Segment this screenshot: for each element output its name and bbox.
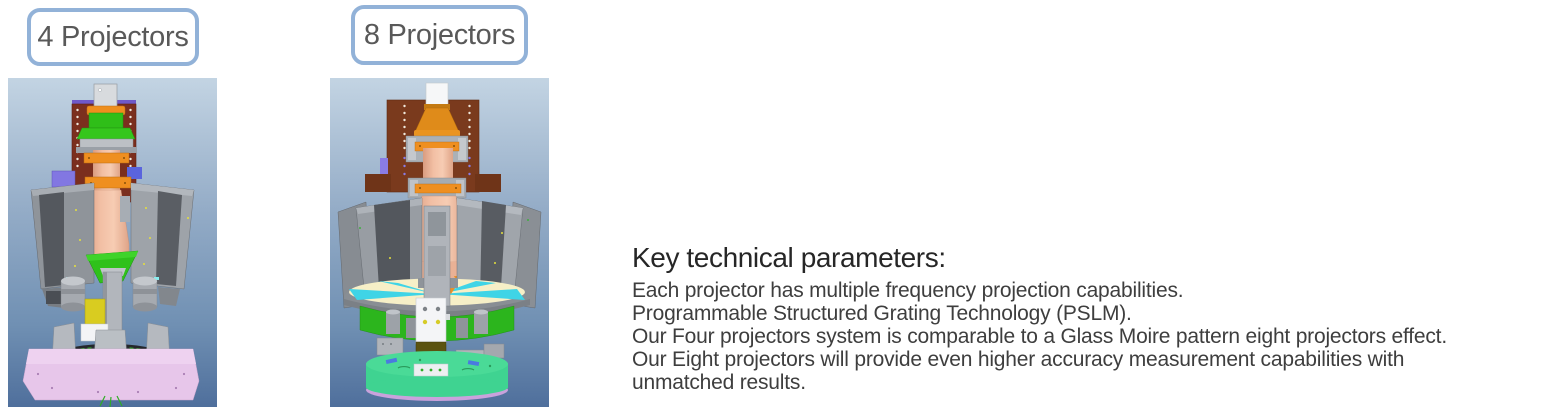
- key-parameters-heading: Key technical parameters:: [632, 242, 946, 273]
- figure-4-projector-assembly: [8, 78, 217, 407]
- pink-base-slab: [23, 349, 199, 400]
- caption-4-projectors: [27, 8, 199, 66]
- caption-8-projectors-label: 8 Projectors: [363, 18, 516, 51]
- clamp-ring-upper: [84, 153, 129, 163]
- purple-module: [52, 171, 75, 187]
- yellow-module: [85, 299, 105, 324]
- key-parameters-line: Programmable Structured Grating Technology (PSLM).: [632, 302, 1132, 325]
- purple-edge-module: [380, 158, 388, 174]
- support-foot-right: [133, 277, 159, 312]
- 8-projector-cad-image: [330, 78, 549, 407]
- white-base-tab: [414, 364, 448, 376]
- center-column: [424, 206, 450, 306]
- key-parameters-line: Each projector has multiple frequency projection capabilities.: [632, 279, 1184, 302]
- key-parameters-line: Our Eight projectors will provide even higher accuracy measurement capabilities with: [632, 348, 1405, 371]
- support-foot-left: [61, 277, 85, 312]
- figure-8-projector-assembly: [330, 78, 549, 407]
- caption-4-projectors-label: 4 Projectors: [37, 20, 189, 53]
- lower-flange-plate: [408, 178, 466, 198]
- key-parameters-line: unmatched results.: [632, 371, 806, 394]
- key-parameters-line: Our Four projectors system is comparable to a Glass Moire pattern eight projectors effect.: [632, 325, 1447, 348]
- caption-8-projectors: [351, 5, 528, 65]
- key-parameters-section: [632, 241, 1447, 394]
- white-pillar: [416, 298, 450, 344]
- 4-projector-cad-image: [8, 78, 217, 407]
